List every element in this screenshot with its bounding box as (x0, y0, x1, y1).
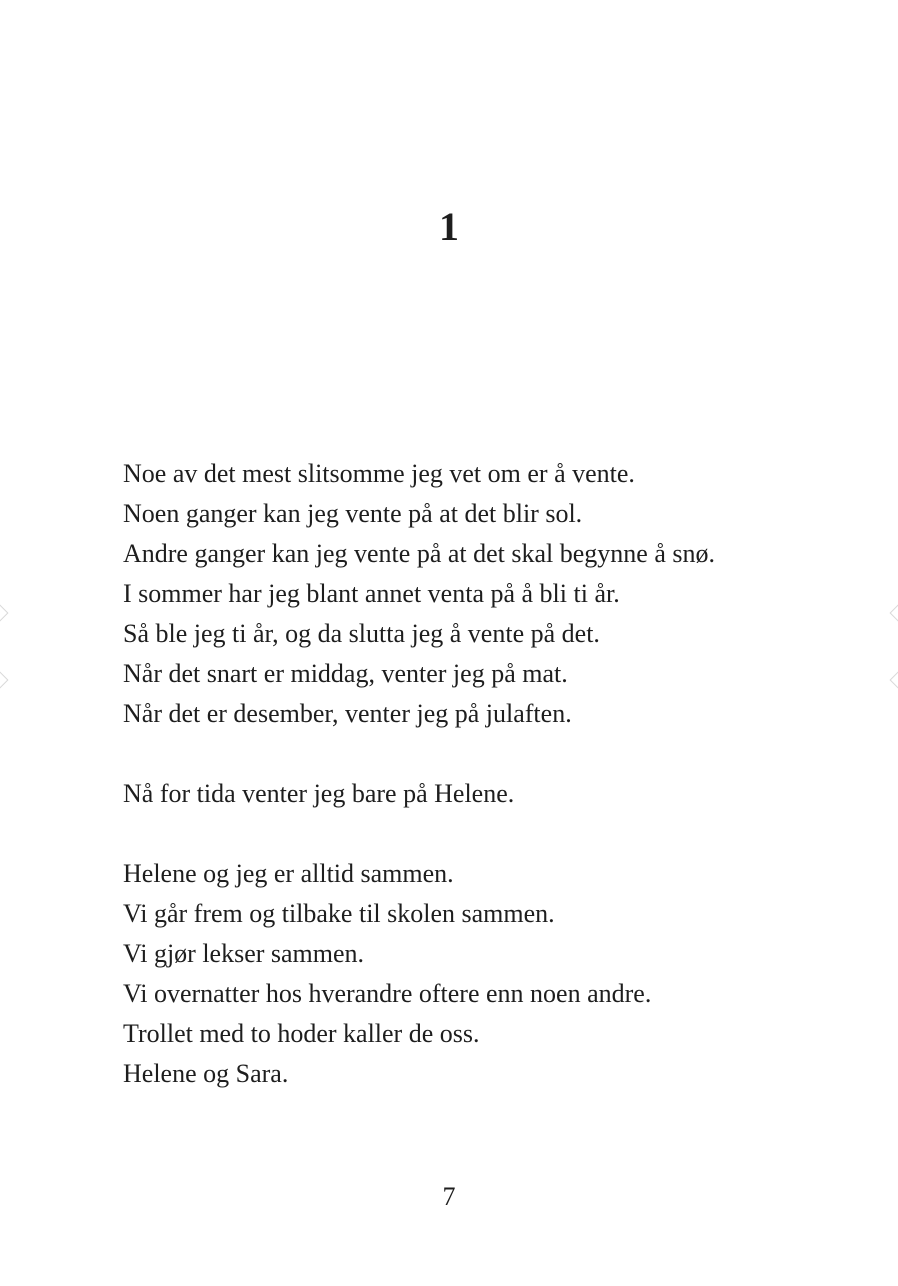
text-line: Noen ganger kan jeg vente på at det blir sol. (123, 499, 583, 528)
page-number: 7 (442, 1182, 456, 1211)
stanza-1 (123, 454, 823, 734)
text-line: Helene og jeg er alltid sammen. (123, 859, 454, 888)
page-edge-marker (0, 605, 8, 622)
text-line: I sommer har jeg blant annet venta på å bli ti år. (123, 579, 620, 608)
text-line: Trollet med to hoder kaller de oss. (123, 1019, 480, 1048)
text-line: Noe av det mest slitsomme jeg vet om er å vente. (123, 459, 635, 488)
page-edge-marker (0, 672, 8, 689)
stanza-3 (123, 854, 823, 1094)
body-text (123, 454, 823, 1094)
text-line: Så ble jeg ti år, og da slutta jeg å vente på det. (123, 619, 600, 648)
text-line: Andre ganger kan jeg vente på at det skal begynne å snø. (123, 539, 716, 568)
chapter-number: 1 (439, 204, 459, 249)
text-line: Vi overnatter hos hverandre oftere enn noen andre. (123, 979, 652, 1008)
page-edge-marker (890, 605, 898, 622)
text-line: Nå for tida venter jeg bare på Helene. (123, 779, 515, 808)
text-line: Helene og Sara. (123, 1059, 289, 1088)
text-line: Når det er desember, venter jeg på julaften. (123, 699, 572, 728)
page-edge-marker (890, 672, 898, 689)
text-line: Vi går frem og tilbake til skolen sammen. (123, 899, 555, 928)
text-line: Vi gjør lekser sammen. (123, 939, 365, 968)
text-line: Når det snart er middag, venter jeg på mat. (123, 659, 568, 688)
stanza-2 (123, 774, 823, 814)
